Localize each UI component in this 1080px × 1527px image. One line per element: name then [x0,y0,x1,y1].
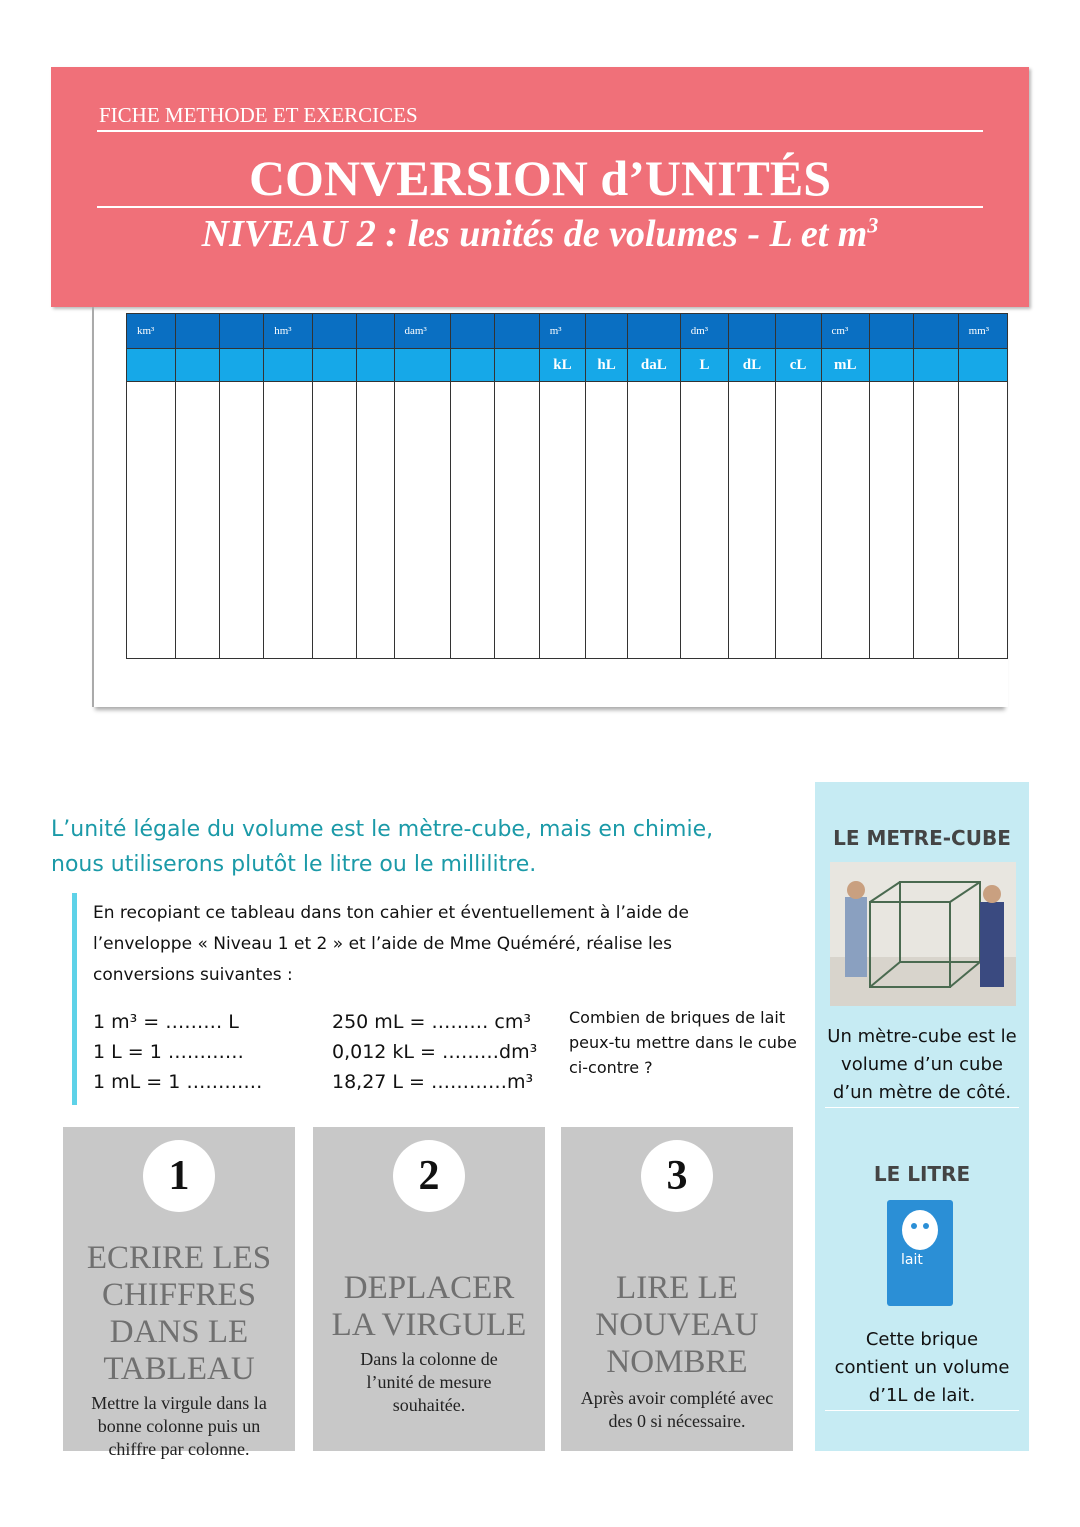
table-entry-cell [312,382,356,659]
table-entry-cell [264,382,313,659]
table-entry-cell [914,382,958,659]
table-litre-cell [175,349,219,382]
table-unit-cell: dam³ [394,314,451,349]
table-entry-cell [219,382,263,659]
cube-photo [830,862,1016,1006]
table-litre-cell [869,349,913,382]
sidebar: LE METRE-CUBE Un mètre-cube est le volume d’un cube d’un mètre de côté. LE LITRE lait Cette brique contient un volume d’1L de lait. [815,782,1029,1451]
table-unit-cell [775,314,821,349]
table-entry-cell [729,382,775,659]
instructions-block [72,893,807,1105]
title-banner [51,67,1029,307]
exercises-middle: 250 mL = ……… cm³ 0,012 kL = ………dm³ 18,27 L = …………m³ [332,1011,538,1093]
table-unit-cell [729,314,775,349]
step-2: 2 DEPLACER LA VIRGULE Dans la colonne de l’unité de mesure souhaitée. [313,1127,545,1451]
table-unit-cell [357,314,395,349]
table-unit-cell: dm³ [680,314,729,349]
table-unit-cell: cm³ [821,314,869,349]
divider [825,1410,1019,1411]
table-entry-cell [451,382,495,659]
exercises-left: 1 m³ = ……… L 1 L = 1 ………… 1 mL = 1 ………… [93,1011,263,1093]
table-litre-cell: L [680,349,729,382]
table-unit-cell [451,314,495,349]
table-litre-cell: hL [586,349,628,382]
table-entry-cell [394,382,451,659]
table-litre-cell: mL [821,349,869,382]
table-entry-cell [175,382,219,659]
kicker: FICHE METHODE ET EXERCICES [99,103,418,127]
table-litre-cell [495,349,539,382]
table-entry-cell [680,382,729,659]
table-unit-cell [914,314,958,349]
table-litre-cell [312,349,356,382]
table-litre-cell: daL [627,349,680,382]
table-unit-cell: hm³ [264,314,313,349]
table-unit-cell [312,314,356,349]
table-unit-cell: mm³ [958,314,1007,349]
table-unit-cell: m³ [539,314,585,349]
divider [97,130,983,132]
table-entry-cell [127,382,176,659]
table-entry-cell [775,382,821,659]
table-unit-cell [586,314,628,349]
question: Combien de briques de lait peux-tu mettre dans le cube ci-contre ? [569,1008,797,1077]
table-entry-cell [586,382,628,659]
cow-icon [887,1200,953,1260]
divider [825,1107,1019,1108]
table-unit-cell [869,314,913,349]
table-entry-cell [357,382,395,659]
table-litre-cell [357,349,395,382]
table-unit-cell [627,314,680,349]
table-litre-cell [451,349,495,382]
conversion-table [126,313,1008,659]
table-litre-cell [958,349,1007,382]
table-unit-cell: km³ [127,314,176,349]
table-entry-cell [627,382,680,659]
page-subtitle: NIVEAU 2 : les unités de volumes - L et $m^3$ [201,212,879,255]
intro-text: L’unité légale du volume est le mètre-cube, mais en chimie, nous utiliserons plutôt le litre ou le millilitre. [51,817,714,877]
table-unit-cell [495,314,539,349]
table-entry-cell [958,382,1007,659]
table-litre-cell: kL [539,349,585,382]
table-litre-cell [264,349,313,382]
table-entry-cell [495,382,539,659]
step-3: 3 LIRE LE NOUVEAU NOMBRE Après avoir complété avec des 0 si nécessaire. [561,1127,793,1451]
divider [97,206,983,208]
page-title: CONVERSION d’UNITÉS [248,150,832,206]
table-litre-cell: cL [775,349,821,382]
table-unit-cell [219,314,263,349]
table-litre-cell [914,349,958,382]
table-entry-cell [821,382,869,659]
step-1: 1 ECRIRE LES CHIFFRES DANS LE TABLEAU Mettre la virgule dans la bonne colonne puis un chiffre par colonne. [63,1127,295,1451]
table-litre-cell: dL [729,349,775,382]
table-litre-cell [127,349,176,382]
table-litre-cell [394,349,451,382]
table-unit-cell [175,314,219,349]
table-entry-cell [539,382,585,659]
milk-carton-image: lait [887,1200,953,1306]
table-entry-cell [869,382,913,659]
table-litre-cell [219,349,263,382]
conversion-table-panel [92,307,1008,707]
instructions: En recopiant ce tableau dans ton cahier et éventuellement à l’aide de l’enveloppe « Niveau 1 et 2 » et l’aide de Mme Quéméré, réalise les conversions suivantes : [93,903,689,985]
